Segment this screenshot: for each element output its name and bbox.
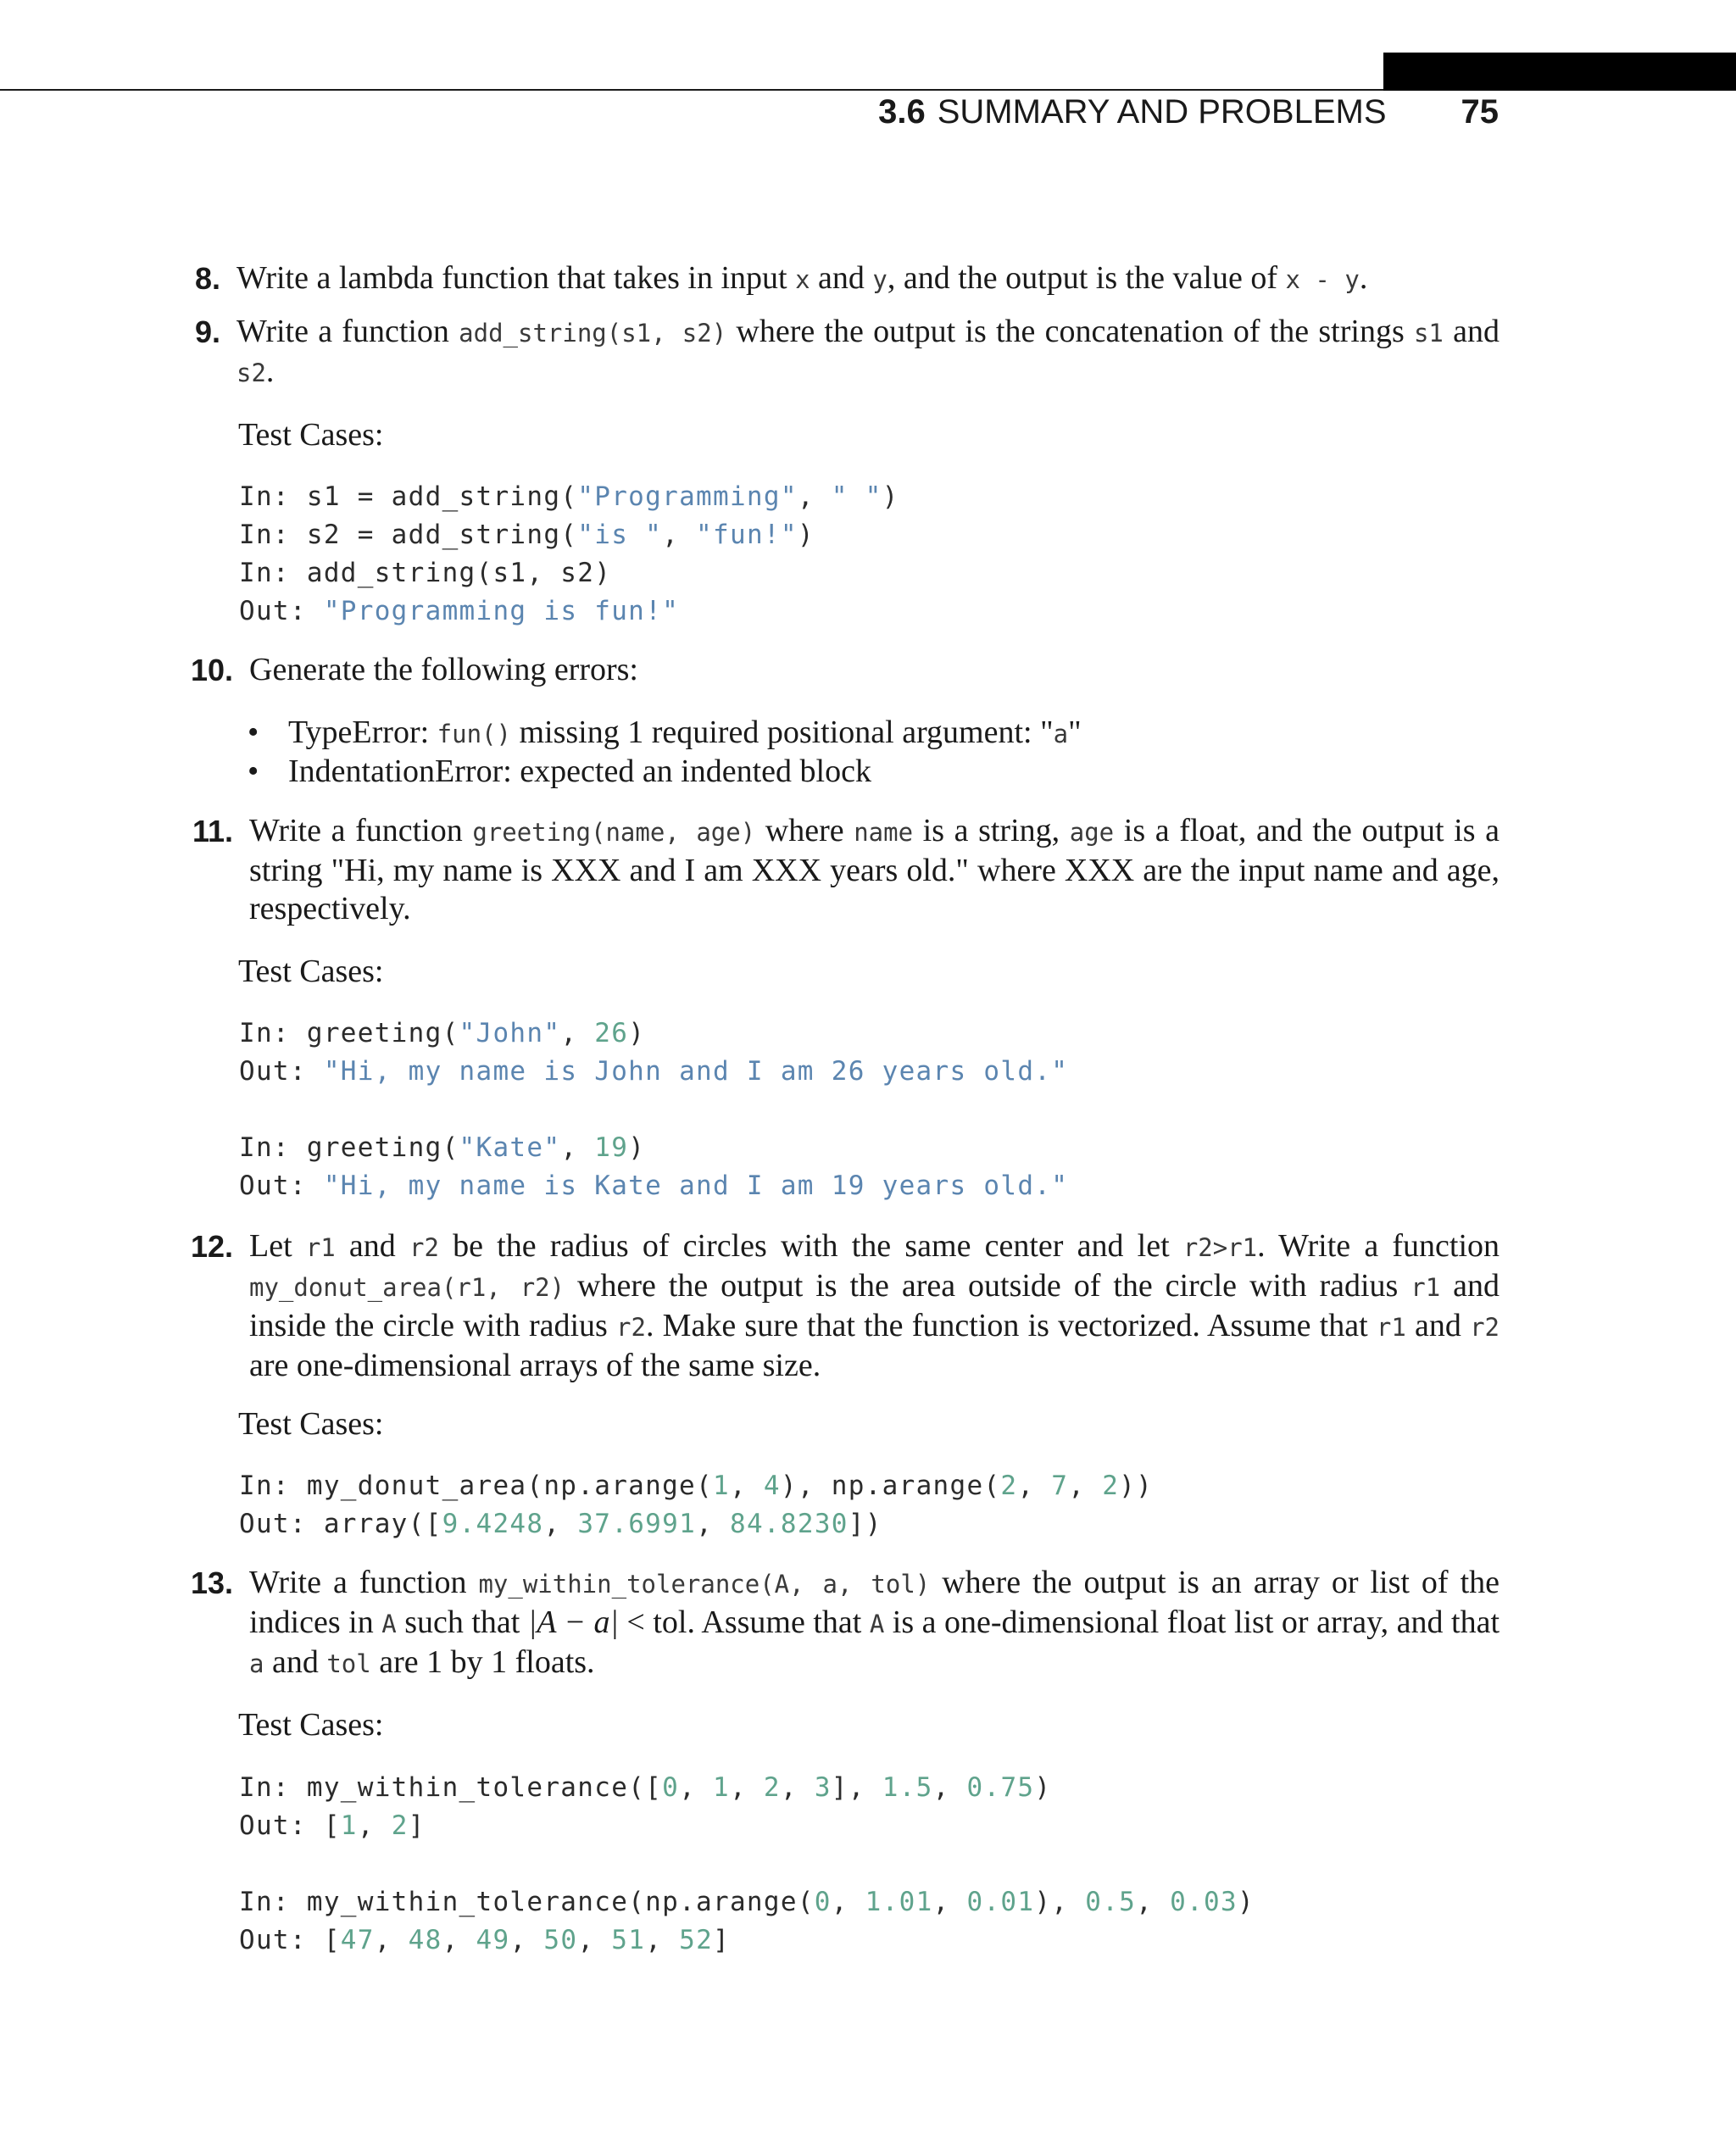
inline-code: r1 xyxy=(1410,1273,1441,1302)
problem-number: 10. xyxy=(190,653,233,687)
text-run: and xyxy=(810,260,873,296)
error-list-item xyxy=(248,714,1082,753)
code-token: , xyxy=(662,520,697,550)
inline-code: A xyxy=(869,1610,885,1638)
code-token: In: my_within_tolerance([ xyxy=(239,1772,663,1803)
number-literal: 49 xyxy=(476,1925,510,1955)
code-line xyxy=(239,1467,1153,1505)
problem-text xyxy=(249,812,1500,928)
number-literal: 0.75 xyxy=(966,1772,1035,1803)
inline-code: r2 xyxy=(616,1313,646,1342)
text-run: such that xyxy=(396,1604,528,1640)
number-literal: 9.4248 xyxy=(442,1509,544,1539)
number-literal: 52 xyxy=(679,1925,714,1955)
text-run: and xyxy=(1405,1308,1471,1343)
number-literal: 19 xyxy=(594,1132,629,1163)
problem-text xyxy=(249,651,1500,689)
number-literal: 7 xyxy=(1051,1471,1069,1501)
problem-number: 12. xyxy=(190,1229,233,1264)
code-line xyxy=(239,1807,1255,1845)
number-literal: 1 xyxy=(712,1471,730,1501)
code-token: ] xyxy=(408,1810,426,1841)
code-token: ) xyxy=(628,1018,646,1048)
code-token: ), np.arange( xyxy=(780,1471,1001,1501)
text-run: where the output is the area outside of the circle with radius xyxy=(565,1268,1411,1304)
number-literal: 84.8230 xyxy=(730,1509,849,1539)
number-literal: 0 xyxy=(814,1887,832,1917)
section-number: 3.6 xyxy=(878,93,926,131)
number-literal: 2 xyxy=(1102,1471,1120,1501)
code-token: , xyxy=(374,1925,409,1955)
string-literal: "Programming" xyxy=(577,481,798,512)
code-token: In: greeting( xyxy=(239,1018,459,1048)
code-token: , xyxy=(696,1509,730,1539)
code-token: ) xyxy=(797,520,815,550)
code-line xyxy=(239,1167,1068,1205)
inline-code: name xyxy=(854,818,914,847)
text-run: is a float, and the output is a string "Hi, my name is XXX and I am XXX years old." where XXX are the input name and age, respectively. xyxy=(249,813,1500,926)
code-token: ) xyxy=(628,1132,646,1163)
number-literal: 0.5 xyxy=(1085,1887,1137,1917)
number-literal: 47 xyxy=(340,1925,375,1955)
problem-number: 9. xyxy=(194,314,220,349)
inline-code: A xyxy=(381,1610,397,1638)
code-token: , xyxy=(932,1887,967,1917)
string-literal: "is " xyxy=(577,520,663,550)
code-block xyxy=(239,1769,1255,1960)
code-token: Out: [ xyxy=(239,1925,341,1955)
number-literal: 50 xyxy=(543,1925,578,1955)
text-run: missing 1 required positional argument: " xyxy=(510,715,1054,750)
text-run: Write a function xyxy=(249,813,473,848)
text-run: is a one-dimensional float list or array, and that xyxy=(884,1604,1500,1640)
error-list xyxy=(248,714,1082,790)
code-token: ) xyxy=(1034,1772,1052,1803)
code-token: , xyxy=(509,1925,544,1955)
number-literal: 48 xyxy=(408,1925,442,1955)
text-run: Generate the following errors: xyxy=(249,652,638,687)
code-line xyxy=(239,516,899,554)
code-token: , xyxy=(560,1132,595,1163)
code-token: In: s1 = add_string( xyxy=(239,481,578,512)
code-token: ], xyxy=(831,1772,882,1803)
number-literal: 0 xyxy=(662,1772,680,1803)
code-token: ]) xyxy=(848,1509,882,1539)
problem-text xyxy=(236,259,1500,299)
code-token: , xyxy=(729,1772,764,1803)
text-run: . xyxy=(1359,260,1368,296)
code-token: , xyxy=(679,1772,713,1803)
code-token: In: my_donut_area(np.arange( xyxy=(239,1471,713,1501)
inline-code: s2 xyxy=(236,359,266,387)
text-run: " xyxy=(1068,715,1082,750)
code-token: In: add_string(s1, s2) xyxy=(239,558,612,588)
text-run: and xyxy=(1443,314,1500,349)
number-literal: 2 xyxy=(763,1772,781,1803)
code-block xyxy=(239,478,899,631)
text-run: IndentationError: expected an indented block xyxy=(288,754,871,789)
code-line xyxy=(239,1883,1255,1921)
math-expression: |A − a| xyxy=(527,1604,619,1640)
problem-text xyxy=(249,1227,1500,1385)
code-token: ), xyxy=(1034,1887,1086,1917)
code-line xyxy=(239,592,899,631)
code-line xyxy=(239,1921,1255,1960)
code-line xyxy=(239,1053,1068,1091)
text-run: and xyxy=(335,1228,409,1264)
inline-code: greeting(name, age) xyxy=(472,818,756,847)
number-literal: 0.03 xyxy=(1170,1887,1238,1917)
text-run: Write a function xyxy=(236,314,459,349)
string-literal: "Kate" xyxy=(459,1132,561,1163)
code-token: , xyxy=(1068,1471,1103,1501)
text-run: where the output is an array or list of the indices in xyxy=(249,1565,1500,1640)
text-run: is a string, xyxy=(913,813,1070,848)
number-literal: 1.01 xyxy=(865,1887,933,1917)
number-literal: 2 xyxy=(1000,1471,1018,1501)
test-cases-label: Test Cases: xyxy=(238,954,384,989)
inline-code: r2 xyxy=(409,1233,439,1262)
problem-number: 8. xyxy=(194,261,220,296)
inline-code: age xyxy=(1069,818,1115,847)
problem-text xyxy=(236,313,1500,392)
test-cases-label: Test Cases: xyxy=(238,417,384,453)
inline-code: fun() xyxy=(437,720,511,748)
code-block xyxy=(239,1467,1153,1543)
section-title: SUMMARY AND PROBLEMS xyxy=(937,93,1387,131)
code-line xyxy=(239,554,899,592)
inline-code: r2 xyxy=(1470,1313,1500,1342)
inline-code: tol xyxy=(326,1649,371,1678)
text-run: TypeError: xyxy=(288,715,437,750)
text-run: , and the output is the value of xyxy=(887,260,1286,296)
number-literal: 4 xyxy=(763,1471,781,1501)
inline-code: my_within_tolerance(A, a, tol) xyxy=(478,1570,931,1599)
code-line xyxy=(239,1845,1255,1883)
number-literal: 51 xyxy=(611,1925,646,1955)
code-token: Out: [ xyxy=(239,1810,341,1841)
problem-text xyxy=(249,1564,1500,1683)
inline-code: r1 xyxy=(1376,1313,1406,1342)
code-token: In: s2 = add_string( xyxy=(239,520,578,550)
code-token: , xyxy=(1136,1887,1171,1917)
code-block xyxy=(239,1015,1068,1205)
code-token: , xyxy=(543,1509,578,1539)
number-literal: 2 xyxy=(391,1810,409,1841)
header-tab-bar xyxy=(1383,53,1736,91)
code-token: In: my_within_tolerance(np.arange( xyxy=(239,1887,815,1917)
string-literal: "Programming is fun!" xyxy=(323,596,680,626)
text-run: Write a function xyxy=(249,1565,479,1600)
inline-code: r2>r1 xyxy=(1182,1233,1258,1262)
code-token: Out: xyxy=(239,596,324,626)
inline-code: y xyxy=(872,265,887,294)
code-line xyxy=(239,1769,1255,1807)
string-literal: "Hi, my name is John and I am 26 years old." xyxy=(323,1056,1069,1087)
inline-code: r1 xyxy=(305,1233,336,1262)
code-line xyxy=(239,1091,1068,1129)
number-literal: 0.01 xyxy=(966,1887,1035,1917)
text-run: be the radius of circles with the same center and let xyxy=(438,1228,1183,1264)
error-list-item xyxy=(248,753,1082,790)
code-token: , xyxy=(831,1887,865,1917)
code-token: , xyxy=(442,1925,476,1955)
code-line xyxy=(239,478,899,516)
number-literal: 26 xyxy=(594,1018,629,1048)
inline-code: my_donut_area(r1, r2) xyxy=(249,1273,565,1302)
code-token: In: greeting( xyxy=(239,1132,459,1163)
page-number: 75 xyxy=(1461,93,1499,131)
code-token: ] xyxy=(713,1925,731,1955)
code-token: , xyxy=(645,1925,680,1955)
number-literal: 1 xyxy=(340,1810,358,1841)
code-token: , xyxy=(560,1018,595,1048)
code-token: ) xyxy=(882,481,899,512)
code-token: , xyxy=(932,1772,967,1803)
text-run: are one-dimensional arrays of the same size. xyxy=(249,1348,821,1383)
code-token: , xyxy=(797,481,832,512)
running-header xyxy=(878,93,1499,144)
text-run: Write a lambda function that takes in input xyxy=(236,260,796,296)
text-run: < tol. Assume that xyxy=(618,1604,870,1640)
code-token: ) xyxy=(1237,1887,1255,1917)
test-cases-label: Test Cases: xyxy=(238,1707,384,1743)
number-literal: 1.5 xyxy=(882,1772,933,1803)
text-run: are 1 by 1 floats. xyxy=(370,1644,595,1680)
code-token: , xyxy=(729,1471,764,1501)
code-token: )) xyxy=(1119,1471,1154,1501)
code-line xyxy=(239,1015,1068,1053)
text-run: Let xyxy=(249,1228,306,1264)
inline-code: a xyxy=(1053,720,1069,748)
code-token: Out: xyxy=(239,1056,324,1087)
string-literal: "Hi, my name is Kate and I am 19 years old." xyxy=(323,1171,1069,1201)
text-run: where the output is the concatenation of the strings xyxy=(726,314,1414,349)
inline-code: add_string(s1, s2) xyxy=(459,319,727,348)
string-literal: "John" xyxy=(459,1018,561,1048)
number-literal: 1 xyxy=(713,1772,730,1803)
code-token: Out: array([ xyxy=(239,1509,442,1539)
number-literal: 3 xyxy=(814,1772,832,1803)
inline-code: a xyxy=(249,1649,264,1678)
text-run: . Make sure that the function is vectorized. Assume that xyxy=(645,1308,1377,1343)
string-literal: " " xyxy=(831,481,882,512)
code-line xyxy=(239,1129,1068,1167)
code-token: , xyxy=(577,1925,612,1955)
code-token: , xyxy=(357,1810,392,1841)
inline-code: x - y xyxy=(1285,265,1360,294)
text-run: and xyxy=(264,1644,327,1680)
problem-number: 11. xyxy=(192,814,233,848)
text-run: and inside the circle with radius xyxy=(249,1268,1500,1343)
inline-code: x xyxy=(795,265,810,294)
code-token: , xyxy=(780,1772,815,1803)
text-run: . xyxy=(265,353,275,389)
text-run: . Write a function xyxy=(1257,1228,1500,1264)
string-literal: "fun!" xyxy=(696,520,798,550)
code-token: Out: xyxy=(239,1171,324,1201)
code-token: , xyxy=(1017,1471,1052,1501)
text-run: where xyxy=(755,813,854,848)
number-literal: 37.6991 xyxy=(577,1509,697,1539)
problem-number: 13. xyxy=(190,1565,233,1600)
code-line xyxy=(239,1505,1153,1543)
inline-code: s1 xyxy=(1413,319,1444,348)
test-cases-label: Test Cases: xyxy=(238,1406,384,1442)
